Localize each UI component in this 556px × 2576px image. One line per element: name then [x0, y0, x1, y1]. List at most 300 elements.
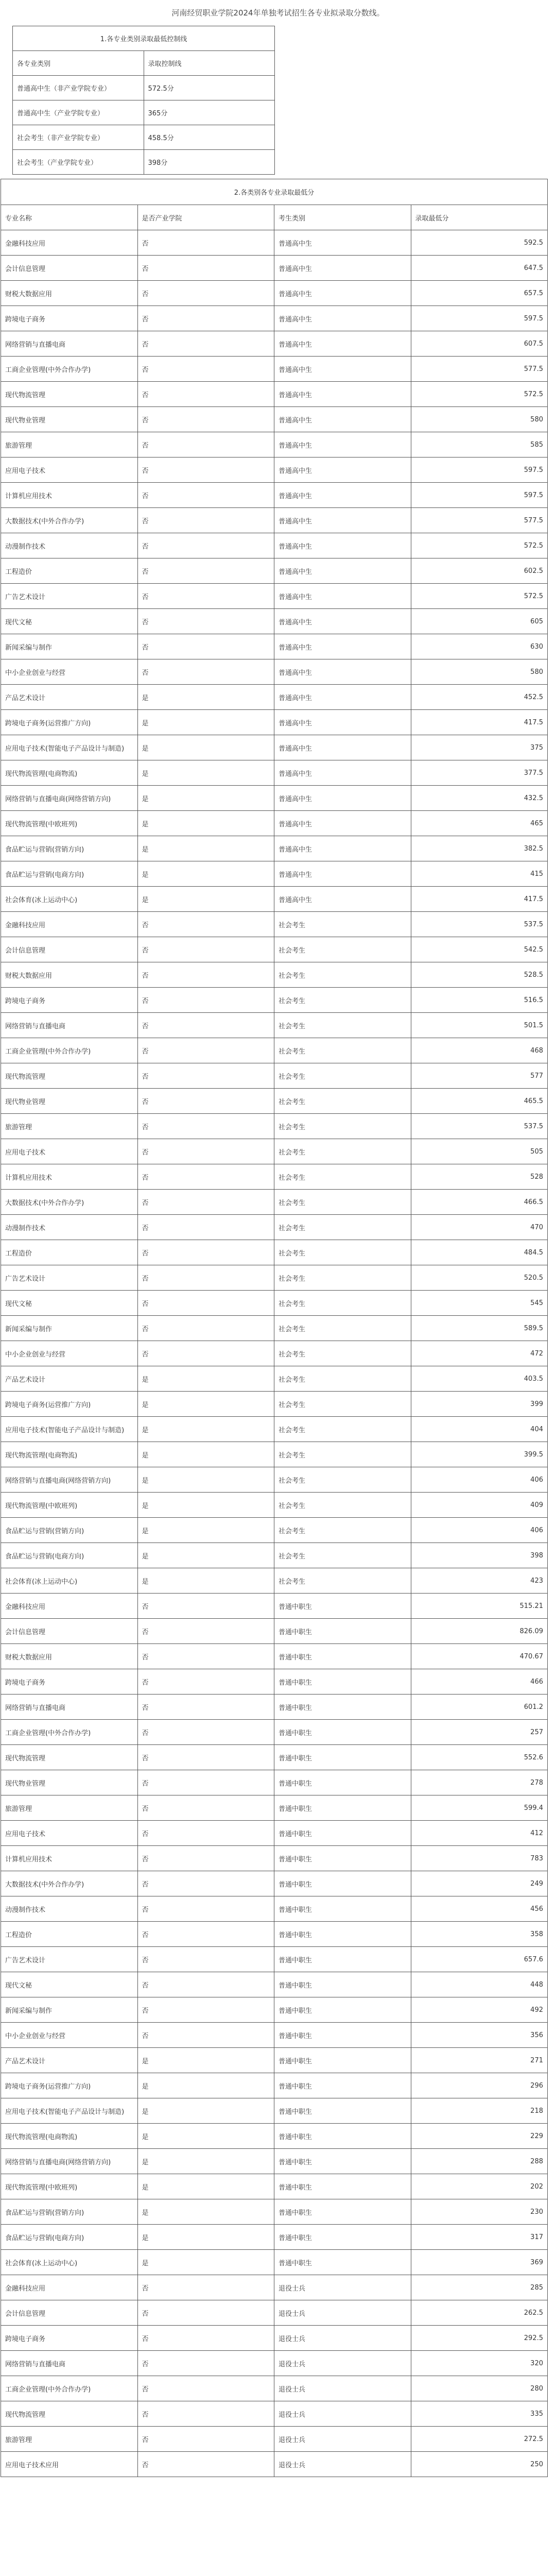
industry-college-cell: 否 [137, 432, 274, 457]
table-row [1, 634, 548, 659]
min-score-cell: 572.5 [411, 382, 548, 407]
candidate-type-cell: 社会考生 [274, 1568, 411, 1594]
table-row [1, 331, 548, 357]
table-row [13, 150, 275, 175]
table-row [1, 1190, 548, 1215]
major-name-cell: 会计信息管理 [1, 937, 138, 962]
min-score-cell: 528 [411, 1164, 548, 1190]
major-name-cell: 新闻采编与制作 [1, 634, 138, 659]
candidate-type-cell: 退役士兵 [274, 2452, 411, 2477]
min-score-cell: 278 [411, 1770, 548, 1795]
table-row [1, 1063, 548, 1089]
min-score-cell: 580 [411, 659, 548, 685]
table-row [1, 760, 548, 786]
candidate-type-cell: 普通高中生 [274, 735, 411, 760]
min-score-cell: 592.5 [411, 230, 548, 256]
table-row [1, 1669, 548, 1694]
min-score-cell: 597.5 [411, 483, 548, 508]
min-score-cell: 472 [411, 1341, 548, 1366]
column-header: 录取控制线 [144, 51, 275, 76]
candidate-type-cell: 社会考生 [274, 1240, 411, 1265]
major-name-cell: 食品贮运与营销(电商方向) [1, 861, 138, 887]
industry-college-cell: 否 [137, 281, 274, 306]
candidate-type-cell: 普通高中生 [274, 659, 411, 685]
major-name-cell: 网络营销与直播电商 [1, 1013, 138, 1038]
major-name-cell: 现代物业管理 [1, 407, 138, 432]
table-row [1, 962, 548, 988]
table-row [1, 1947, 548, 1972]
candidate-type-cell: 普通中职生 [274, 1619, 411, 1644]
major-name-cell: 旅游管理 [1, 1795, 138, 1821]
category-cell: 社会考生（非产业学院专业） [13, 125, 144, 150]
min-score-cell: 375 [411, 735, 548, 760]
table-row [1, 2098, 548, 2124]
industry-college-cell: 是 [137, 685, 274, 710]
major-name-cell: 大数据技术(中外合作办学) [1, 508, 138, 533]
industry-college-cell: 否 [137, 1013, 274, 1038]
candidate-type-cell: 普通高中生 [274, 887, 411, 912]
major-name-cell: 中小企业创业与经营 [1, 1341, 138, 1366]
major-name-cell: 应用电子技术(智能电子产品设计与制造) [1, 735, 138, 760]
min-score-cell: 280 [411, 2376, 548, 2401]
industry-college-cell: 是 [137, 2250, 274, 2275]
table-row [1, 1972, 548, 1997]
min-score-cell: 545 [411, 1291, 548, 1316]
major-name-cell: 产品艺术设计 [1, 685, 138, 710]
min-score-cell: 577.5 [411, 357, 548, 382]
table-row [1, 937, 548, 962]
industry-college-cell: 否 [137, 1316, 274, 1341]
industry-college-cell: 否 [137, 1997, 274, 2023]
major-name-cell: 现代物业管理 [1, 1089, 138, 1114]
major-name-cell: 现代物流管理 [1, 1745, 138, 1770]
min-score-cell: 382.5 [411, 836, 548, 861]
table-row [1, 1896, 548, 1922]
industry-college-cell: 否 [137, 382, 274, 407]
major-name-cell: 应用电子技术(智能电子产品设计与制造) [1, 1417, 138, 1442]
major-name-cell: 社会体育(冰上运动中心) [1, 2250, 138, 2275]
candidate-type-cell: 普通中职生 [274, 1947, 411, 1972]
candidate-type-cell: 社会考生 [274, 1543, 411, 1568]
min-score-cell: 398 [411, 1543, 548, 1568]
table-row [1, 735, 548, 760]
table-row [1, 2199, 548, 2225]
table-row [1, 230, 548, 256]
table-row [1, 432, 548, 457]
candidate-type-cell: 普通高中生 [274, 634, 411, 659]
industry-college-cell: 否 [137, 306, 274, 331]
table-row [1, 457, 548, 483]
industry-college-cell: 否 [137, 1770, 274, 1795]
major-name-cell: 新闻采编与制作 [1, 1997, 138, 2023]
industry-college-cell: 是 [137, 861, 274, 887]
candidate-type-cell: 社会考生 [274, 912, 411, 937]
candidate-type-cell: 普通高中生 [274, 382, 411, 407]
candidate-type-cell: 普通中职生 [274, 1972, 411, 1997]
industry-college-cell: 否 [137, 1821, 274, 1846]
industry-college-cell: 否 [137, 1089, 274, 1114]
candidate-type-cell: 普通高中生 [274, 281, 411, 306]
industry-college-cell: 是 [137, 1493, 274, 1518]
category-cell: 普通高中生（产业学院专业） [13, 100, 144, 125]
candidate-type-cell: 普通高中生 [274, 786, 411, 811]
table-row [1, 1164, 548, 1190]
candidate-type-cell: 普通中职生 [274, 1896, 411, 1922]
candidate-type-cell: 社会考生 [274, 1063, 411, 1089]
industry-college-cell: 否 [137, 584, 274, 609]
min-score-cell: 515.21 [411, 1594, 548, 1619]
major-name-cell: 现代文秘 [1, 1291, 138, 1316]
table-row [1, 2174, 548, 2199]
candidate-type-cell: 普通高中生 [274, 357, 411, 382]
industry-college-cell: 否 [137, 2376, 274, 2401]
industry-college-cell: 否 [137, 1644, 274, 1669]
candidate-type-cell: 社会考生 [274, 1038, 411, 1063]
major-name-cell: 应用电子技术 [1, 1821, 138, 1846]
min-score-cell: 537.5 [411, 1114, 548, 1139]
major-name-cell: 应用电子技术应用 [1, 2452, 138, 2477]
major-name-cell: 会计信息管理 [1, 2300, 138, 2326]
min-score-cell: 358 [411, 1922, 548, 1947]
candidate-type-cell: 普通高中生 [274, 685, 411, 710]
industry-college-cell: 否 [137, 1291, 274, 1316]
major-name-cell: 现代物流管理(中欧班列) [1, 811, 138, 836]
candidate-type-cell: 社会考生 [274, 1366, 411, 1392]
major-name-cell: 食品贮运与营销(营销方向) [1, 2199, 138, 2225]
major-name-cell: 网络营销与直播电商(网络营销方向) [1, 2149, 138, 2174]
min-score-cell: 601.2 [411, 1694, 548, 1720]
table-row [1, 2149, 548, 2174]
candidate-type-cell: 普通中职生 [274, 1669, 411, 1694]
table-row [1, 609, 548, 634]
table-row [1, 2326, 548, 2351]
table-row [1, 1694, 548, 1720]
table-row [1, 407, 548, 432]
major-name-cell: 工商企业管理(中外合作办学) [1, 1720, 138, 1745]
candidate-type-cell: 普通中职生 [274, 2199, 411, 2225]
major-name-cell: 计算机应用技术 [1, 1164, 138, 1190]
min-score-cell: 409 [411, 1493, 548, 1518]
major-name-cell: 中小企业创业与经营 [1, 2023, 138, 2048]
major-score-rows [1, 230, 548, 2477]
min-score-cell: 292.5 [411, 2326, 548, 2351]
major-name-cell: 现代物流管理 [1, 1063, 138, 1089]
table-row [1, 2225, 548, 2250]
industry-college-cell: 是 [137, 1518, 274, 1543]
major-name-cell: 网络营销与直播电商 [1, 2351, 138, 2376]
min-score-cell: 202 [411, 2174, 548, 2199]
table-row [1, 1871, 548, 1896]
candidate-type-cell: 普通高中生 [274, 811, 411, 836]
candidate-type-cell: 退役士兵 [274, 2300, 411, 2326]
table-row [13, 125, 275, 150]
industry-college-cell: 否 [137, 2300, 274, 2326]
industry-college-cell: 否 [137, 2427, 274, 2452]
table-row [1, 1594, 548, 1619]
major-name-cell: 金融科技应用 [1, 1594, 138, 1619]
candidate-type-cell: 社会考生 [274, 1341, 411, 1366]
table-row [1, 2300, 548, 2326]
table-row [1, 2124, 548, 2149]
table-row [1, 1341, 548, 1366]
table-row [1, 1922, 548, 1947]
min-score-cell: 417.5 [411, 710, 548, 735]
industry-college-cell: 否 [137, 1896, 274, 1922]
table-row [1, 1543, 548, 1568]
candidate-type-cell: 普通中职生 [274, 2073, 411, 2098]
min-score-cell: 432.5 [411, 786, 548, 811]
table-row [1, 887, 548, 912]
candidate-type-cell: 普通中职生 [274, 2225, 411, 2250]
candidate-type-cell: 退役士兵 [274, 2275, 411, 2300]
min-score-cell: 501.5 [411, 1013, 548, 1038]
table-row [1, 2250, 548, 2275]
min-score-cell: 542.5 [411, 937, 548, 962]
candidate-type-cell: 普通高中生 [274, 407, 411, 432]
major-name-cell: 动漫制作技术 [1, 533, 138, 558]
industry-college-cell: 否 [137, 2452, 274, 2477]
table-row [1, 256, 548, 281]
table-row [1, 2073, 548, 2098]
table-row [1, 306, 548, 331]
control-line-rows [13, 76, 275, 175]
min-score-cell: 356 [411, 2023, 548, 2048]
industry-college-cell: 是 [137, 811, 274, 836]
table-row [1, 1518, 548, 1543]
industry-college-cell: 否 [137, 1694, 274, 1720]
industry-college-cell: 否 [137, 508, 274, 533]
industry-college-cell: 是 [137, 1366, 274, 1392]
major-name-cell: 跨境电子商务(运营推广方向) [1, 710, 138, 735]
industry-college-cell: 否 [137, 457, 274, 483]
major-name-cell: 食品贮运与营销(营销方向) [1, 1518, 138, 1543]
major-name-cell: 新闻采编与制作 [1, 1316, 138, 1341]
industry-college-cell: 是 [137, 735, 274, 760]
industry-college-cell: 否 [137, 2351, 274, 2376]
candidate-type-cell: 社会考生 [274, 1442, 411, 1467]
table-row [1, 1745, 548, 1770]
candidate-type-cell: 普通高中生 [274, 508, 411, 533]
min-score-cell: 484.5 [411, 1240, 548, 1265]
min-score-cell: 572.5 [411, 584, 548, 609]
candidate-type-cell: 退役士兵 [274, 2376, 411, 2401]
industry-college-cell: 否 [137, 483, 274, 508]
min-score-cell: 262.5 [411, 2300, 548, 2326]
min-score-cell: 403.5 [411, 1366, 548, 1392]
table-row [1, 1442, 548, 1467]
major-name-cell: 现代物流管理 [1, 382, 138, 407]
industry-college-cell: 否 [137, 2401, 274, 2427]
min-score-cell: 468 [411, 1038, 548, 1063]
industry-college-cell: 是 [137, 2098, 274, 2124]
table-row [1, 2376, 548, 2401]
candidate-type-cell: 普通中职生 [274, 1922, 411, 1947]
min-score-cell: 296 [411, 2073, 548, 2098]
major-name-cell: 食品贮运与营销(电商方向) [1, 2225, 138, 2250]
industry-college-cell: 否 [137, 1038, 274, 1063]
major-name-cell: 财税大数据应用 [1, 281, 138, 306]
industry-college-cell: 是 [137, 836, 274, 861]
major-name-cell: 网络营销与直播电商 [1, 331, 138, 357]
table-row [1, 533, 548, 558]
table-row [1, 1265, 548, 1291]
candidate-type-cell: 社会考生 [274, 1493, 411, 1518]
major-name-cell: 工程造价 [1, 1922, 138, 1947]
column-header: 专业名称 [1, 205, 138, 230]
candidate-type-cell: 普通高中生 [274, 533, 411, 558]
min-score-cell: 589.5 [411, 1316, 548, 1341]
industry-college-cell: 否 [137, 1594, 274, 1619]
industry-college-cell: 否 [137, 1190, 274, 1215]
min-score-cell: 399.5 [411, 1442, 548, 1467]
industry-college-cell: 否 [137, 1871, 274, 1896]
min-score-cell: 230 [411, 2199, 548, 2225]
major-name-cell: 现代物流管理(电商物流) [1, 2124, 138, 2149]
min-score-cell: 288 [411, 2149, 548, 2174]
industry-college-cell: 是 [137, 2149, 274, 2174]
industry-college-cell: 否 [137, 912, 274, 937]
industry-college-cell: 否 [137, 533, 274, 558]
control-line-heading: 1.各专业类别录取最低控制线 [13, 26, 275, 51]
category-cell: 社会考生（产业学院专业） [13, 150, 144, 175]
industry-college-cell: 否 [137, 634, 274, 659]
column-header: 各专业类别 [13, 51, 144, 76]
min-score-cell: 537.5 [411, 912, 548, 937]
industry-college-cell: 是 [137, 1543, 274, 1568]
major-name-cell: 现代物流管理(中欧班列) [1, 2174, 138, 2199]
table-row [1, 811, 548, 836]
min-score-cell: 599.4 [411, 1795, 548, 1821]
min-score-cell: 552.6 [411, 1745, 548, 1770]
table-row [1, 1821, 548, 1846]
min-score-cell: 377.5 [411, 760, 548, 786]
candidate-type-cell: 社会考生 [274, 1518, 411, 1543]
candidate-type-cell: 普通高中生 [274, 331, 411, 357]
industry-college-cell: 否 [137, 256, 274, 281]
table-row [1, 2275, 548, 2300]
min-score-cell: 335 [411, 2401, 548, 2427]
major-name-cell: 产品艺术设计 [1, 2048, 138, 2073]
major-name-cell: 大数据技术(中外合作办学) [1, 1871, 138, 1896]
table-row [1, 1417, 548, 1442]
min-score-cell: 602.5 [411, 558, 548, 584]
candidate-type-cell: 社会考生 [274, 1139, 411, 1164]
table-row [1, 508, 548, 533]
major-name-cell: 社会体育(冰上运动中心) [1, 887, 138, 912]
min-score-cell: 452.5 [411, 685, 548, 710]
major-name-cell: 跨境电子商务 [1, 306, 138, 331]
min-score-cell: 647.5 [411, 256, 548, 281]
min-score-cell: 466.5 [411, 1190, 548, 1215]
table-row [1, 1089, 548, 1114]
industry-college-cell: 否 [137, 659, 274, 685]
control-line-cell: 572.5分 [144, 76, 275, 100]
candidate-type-cell: 普通中职生 [274, 1821, 411, 1846]
major-name-cell: 计算机应用技术 [1, 483, 138, 508]
table-row [1, 912, 548, 937]
major-name-cell: 广告艺术设计 [1, 1947, 138, 1972]
table-row [1, 357, 548, 382]
min-score-cell: 272.5 [411, 2427, 548, 2452]
min-score-cell: 448 [411, 1972, 548, 1997]
major-name-cell: 跨境电子商务 [1, 1669, 138, 1694]
candidate-type-cell: 社会考生 [274, 1190, 411, 1215]
candidate-type-cell: 普通高中生 [274, 609, 411, 634]
industry-college-cell: 否 [137, 1972, 274, 1997]
candidate-type-cell: 普通中职生 [274, 2174, 411, 2199]
candidate-type-cell: 社会考生 [274, 1316, 411, 1341]
table-row [1, 685, 548, 710]
major-name-cell: 工程造价 [1, 1240, 138, 1265]
industry-college-cell: 否 [137, 1922, 274, 1947]
major-name-cell: 现代物流管理 [1, 2401, 138, 2427]
table-row [1, 1139, 548, 1164]
major-name-cell: 会计信息管理 [1, 256, 138, 281]
min-score-cell: 492 [411, 1997, 548, 2023]
candidate-type-cell: 普通中职生 [274, 1745, 411, 1770]
industry-college-cell: 否 [137, 1795, 274, 1821]
major-name-cell: 食品贮运与营销(电商方向) [1, 1543, 138, 1568]
table-row [1, 2401, 548, 2427]
industry-college-cell: 否 [137, 2326, 274, 2351]
major-name-cell: 广告艺术设计 [1, 584, 138, 609]
table-row [1, 382, 548, 407]
candidate-type-cell: 社会考生 [274, 988, 411, 1013]
major-name-cell: 工商企业管理(中外合作办学) [1, 1038, 138, 1063]
min-score-cell: 630 [411, 634, 548, 659]
table-row [1, 1720, 548, 1745]
candidate-type-cell: 普通中职生 [274, 2048, 411, 2073]
table-row [1, 2048, 548, 2073]
candidate-type-cell: 普通高中生 [274, 432, 411, 457]
table-row [1, 1619, 548, 1644]
industry-college-cell: 是 [137, 2073, 274, 2098]
min-score-cell: 250 [411, 2452, 548, 2477]
control-line-cell: 398分 [144, 150, 275, 175]
control-line-cell: 365分 [144, 100, 275, 125]
major-score-heading: 2.各类别各专业录取最低分 [1, 179, 548, 205]
table-row [1, 281, 548, 306]
major-name-cell: 工商企业管理(中外合作办学) [1, 2376, 138, 2401]
min-score-cell: 516.5 [411, 988, 548, 1013]
candidate-type-cell: 普通高中生 [274, 584, 411, 609]
candidate-type-cell: 退役士兵 [274, 2401, 411, 2427]
table-row [1, 1013, 548, 1038]
min-score-cell: 605 [411, 609, 548, 634]
major-name-cell: 现代物流管理(电商物流) [1, 760, 138, 786]
candidate-type-cell: 普通中职生 [274, 2124, 411, 2149]
major-name-cell: 工商企业管理(中外合作办学) [1, 357, 138, 382]
min-score-cell: 597.5 [411, 457, 548, 483]
candidate-type-cell: 普通高中生 [274, 760, 411, 786]
industry-college-cell: 否 [137, 1846, 274, 1871]
min-score-cell: 520.5 [411, 1265, 548, 1291]
major-name-cell: 跨境电子商务 [1, 988, 138, 1013]
major-name-cell: 现代物流管理(电商物流) [1, 1442, 138, 1467]
table-row [1, 1291, 548, 1316]
industry-college-cell: 否 [137, 331, 274, 357]
candidate-type-cell: 社会考生 [274, 937, 411, 962]
table-row [1, 584, 548, 609]
candidate-type-cell: 普通高中生 [274, 306, 411, 331]
table-row [1, 1114, 548, 1139]
min-score-cell: 285 [411, 2275, 548, 2300]
major-name-cell: 中小企业创业与经营 [1, 659, 138, 685]
industry-college-cell: 否 [137, 1341, 274, 1366]
industry-college-cell: 否 [137, 609, 274, 634]
min-score-cell: 465 [411, 811, 548, 836]
industry-college-cell: 否 [137, 988, 274, 1013]
